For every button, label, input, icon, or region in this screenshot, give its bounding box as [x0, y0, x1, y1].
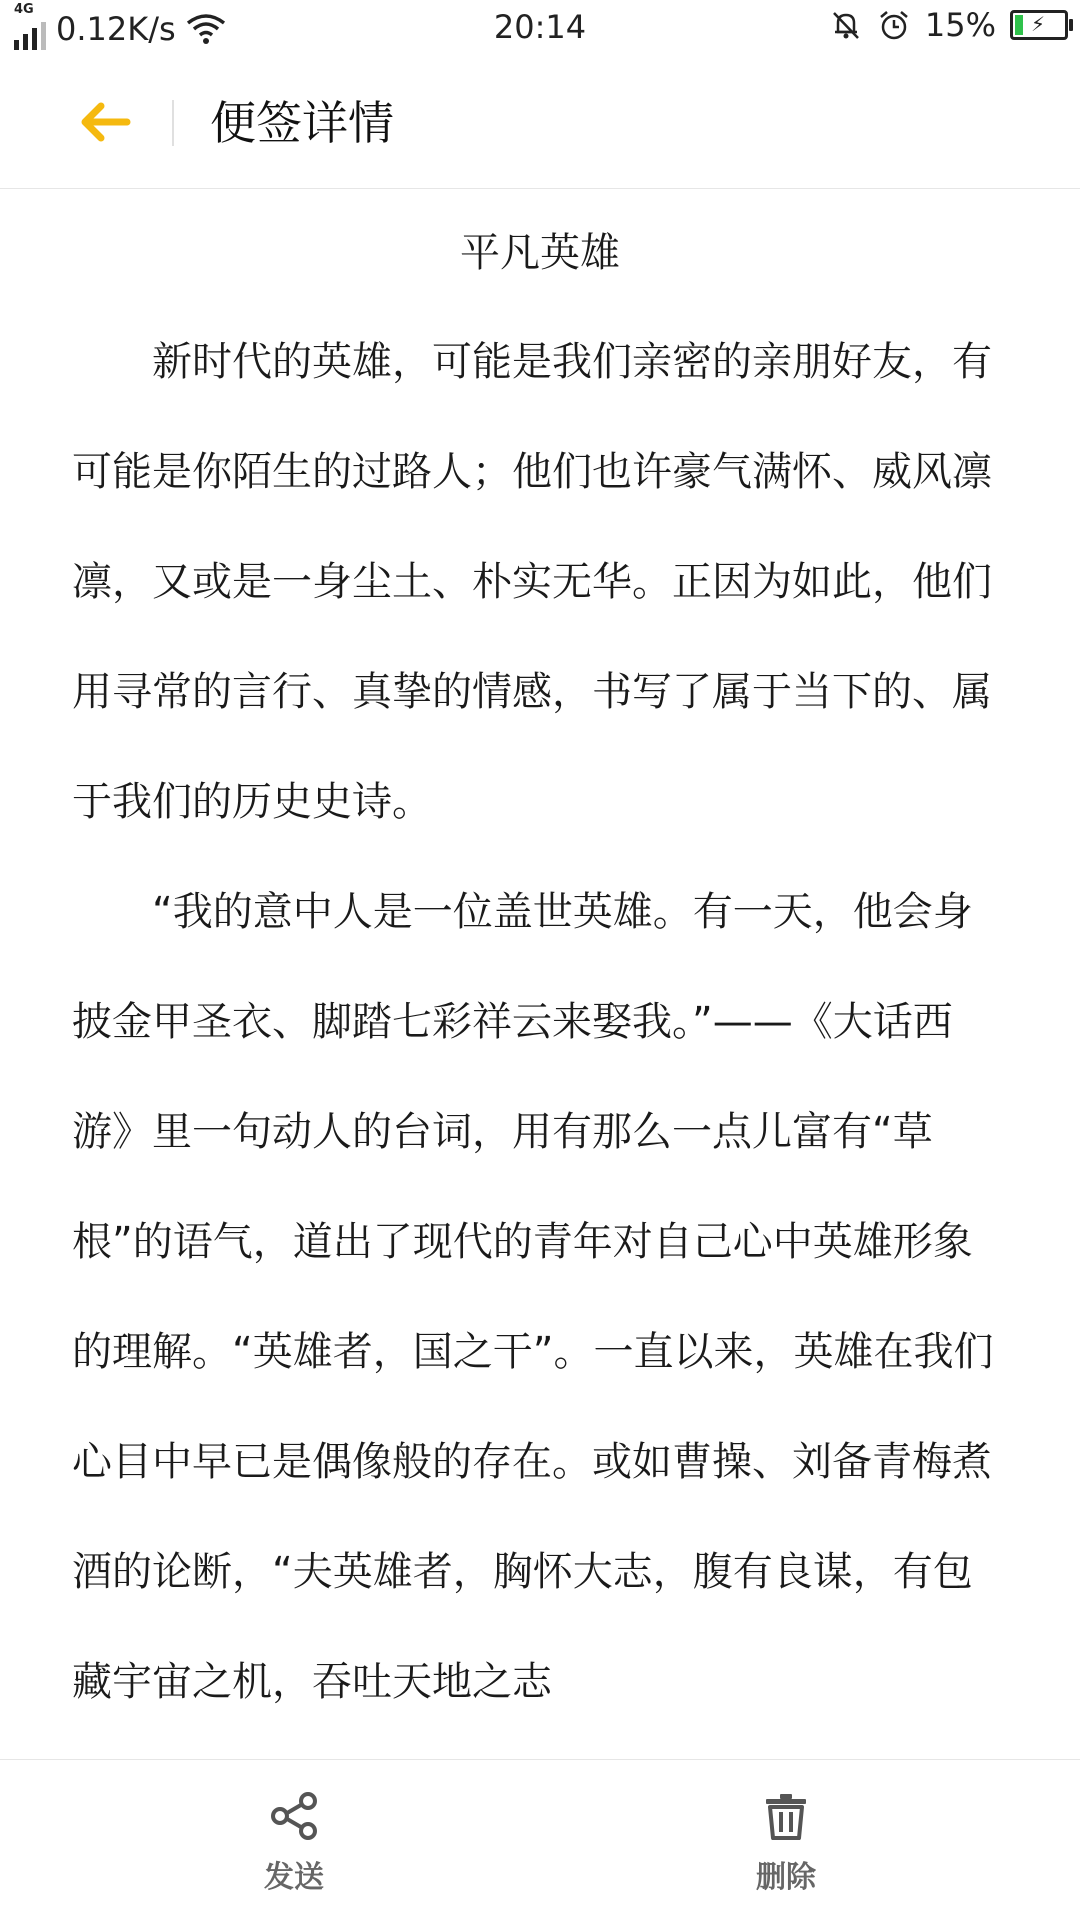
status-time: 20:14 — [493, 8, 587, 46]
title-divider — [172, 100, 174, 146]
title-bar — [0, 58, 1080, 189]
note-title: 平凡英雄 — [460, 230, 620, 276]
note-paragraph-1: 新时代的英雄，可能是我们亲密的亲朋好友，有可能是你陌生的过路人；他们也许豪气满怀、威风凛凛，又或是一身尘土、朴实无华。正因为如此，他们用寻常的言行、真挚的情感，书写了属于当下的、属于我们的历史史诗。 — [72, 339, 992, 825]
status-bar — [0, 0, 1080, 58]
note-paragraph-2: “我的意中人是一位盖世英雄。有一天，他会身披金甲圣衣、脚踏七彩祥云来娶我。”——《大话西游》里一句动人的台词，用有那么一点儿富有“草根”的语气，道出了现代的青年对自己心中英雄形象的理解。“英雄者，国之干”。一直以来，英雄在我们心目中早已是偶像般的存在。或如曹操、刘备青梅煮酒的论断，“夫英雄者，胸怀大志，腹有良谋，有包藏宇宙之机，吞吐天地之志 — [72, 889, 994, 1705]
battery-charging-icon: ⚡ — [1010, 10, 1068, 40]
network-speed: 0.12K/s — [56, 10, 176, 48]
delete-label: 删除 — [756, 1860, 816, 1895]
send-button[interactable] — [224, 1790, 364, 1896]
page-title: 便签详情 — [210, 96, 394, 150]
bell-muted-icon — [829, 8, 863, 42]
trash-icon — [760, 1790, 812, 1842]
delete-button[interactable] — [716, 1790, 856, 1896]
battery-percent: 15% — [924, 6, 996, 44]
send-label: 发送 — [264, 1860, 324, 1895]
back-arrow-icon — [79, 102, 131, 142]
note-content[interactable] — [72, 189, 1008, 1759]
alarm-icon — [877, 8, 911, 42]
share-icon — [268, 1790, 320, 1842]
back-button[interactable] — [70, 92, 140, 152]
network-type: 4G — [14, 2, 34, 17]
bottom-toolbar — [0, 1759, 1080, 1921]
status-right — [829, 6, 1068, 44]
